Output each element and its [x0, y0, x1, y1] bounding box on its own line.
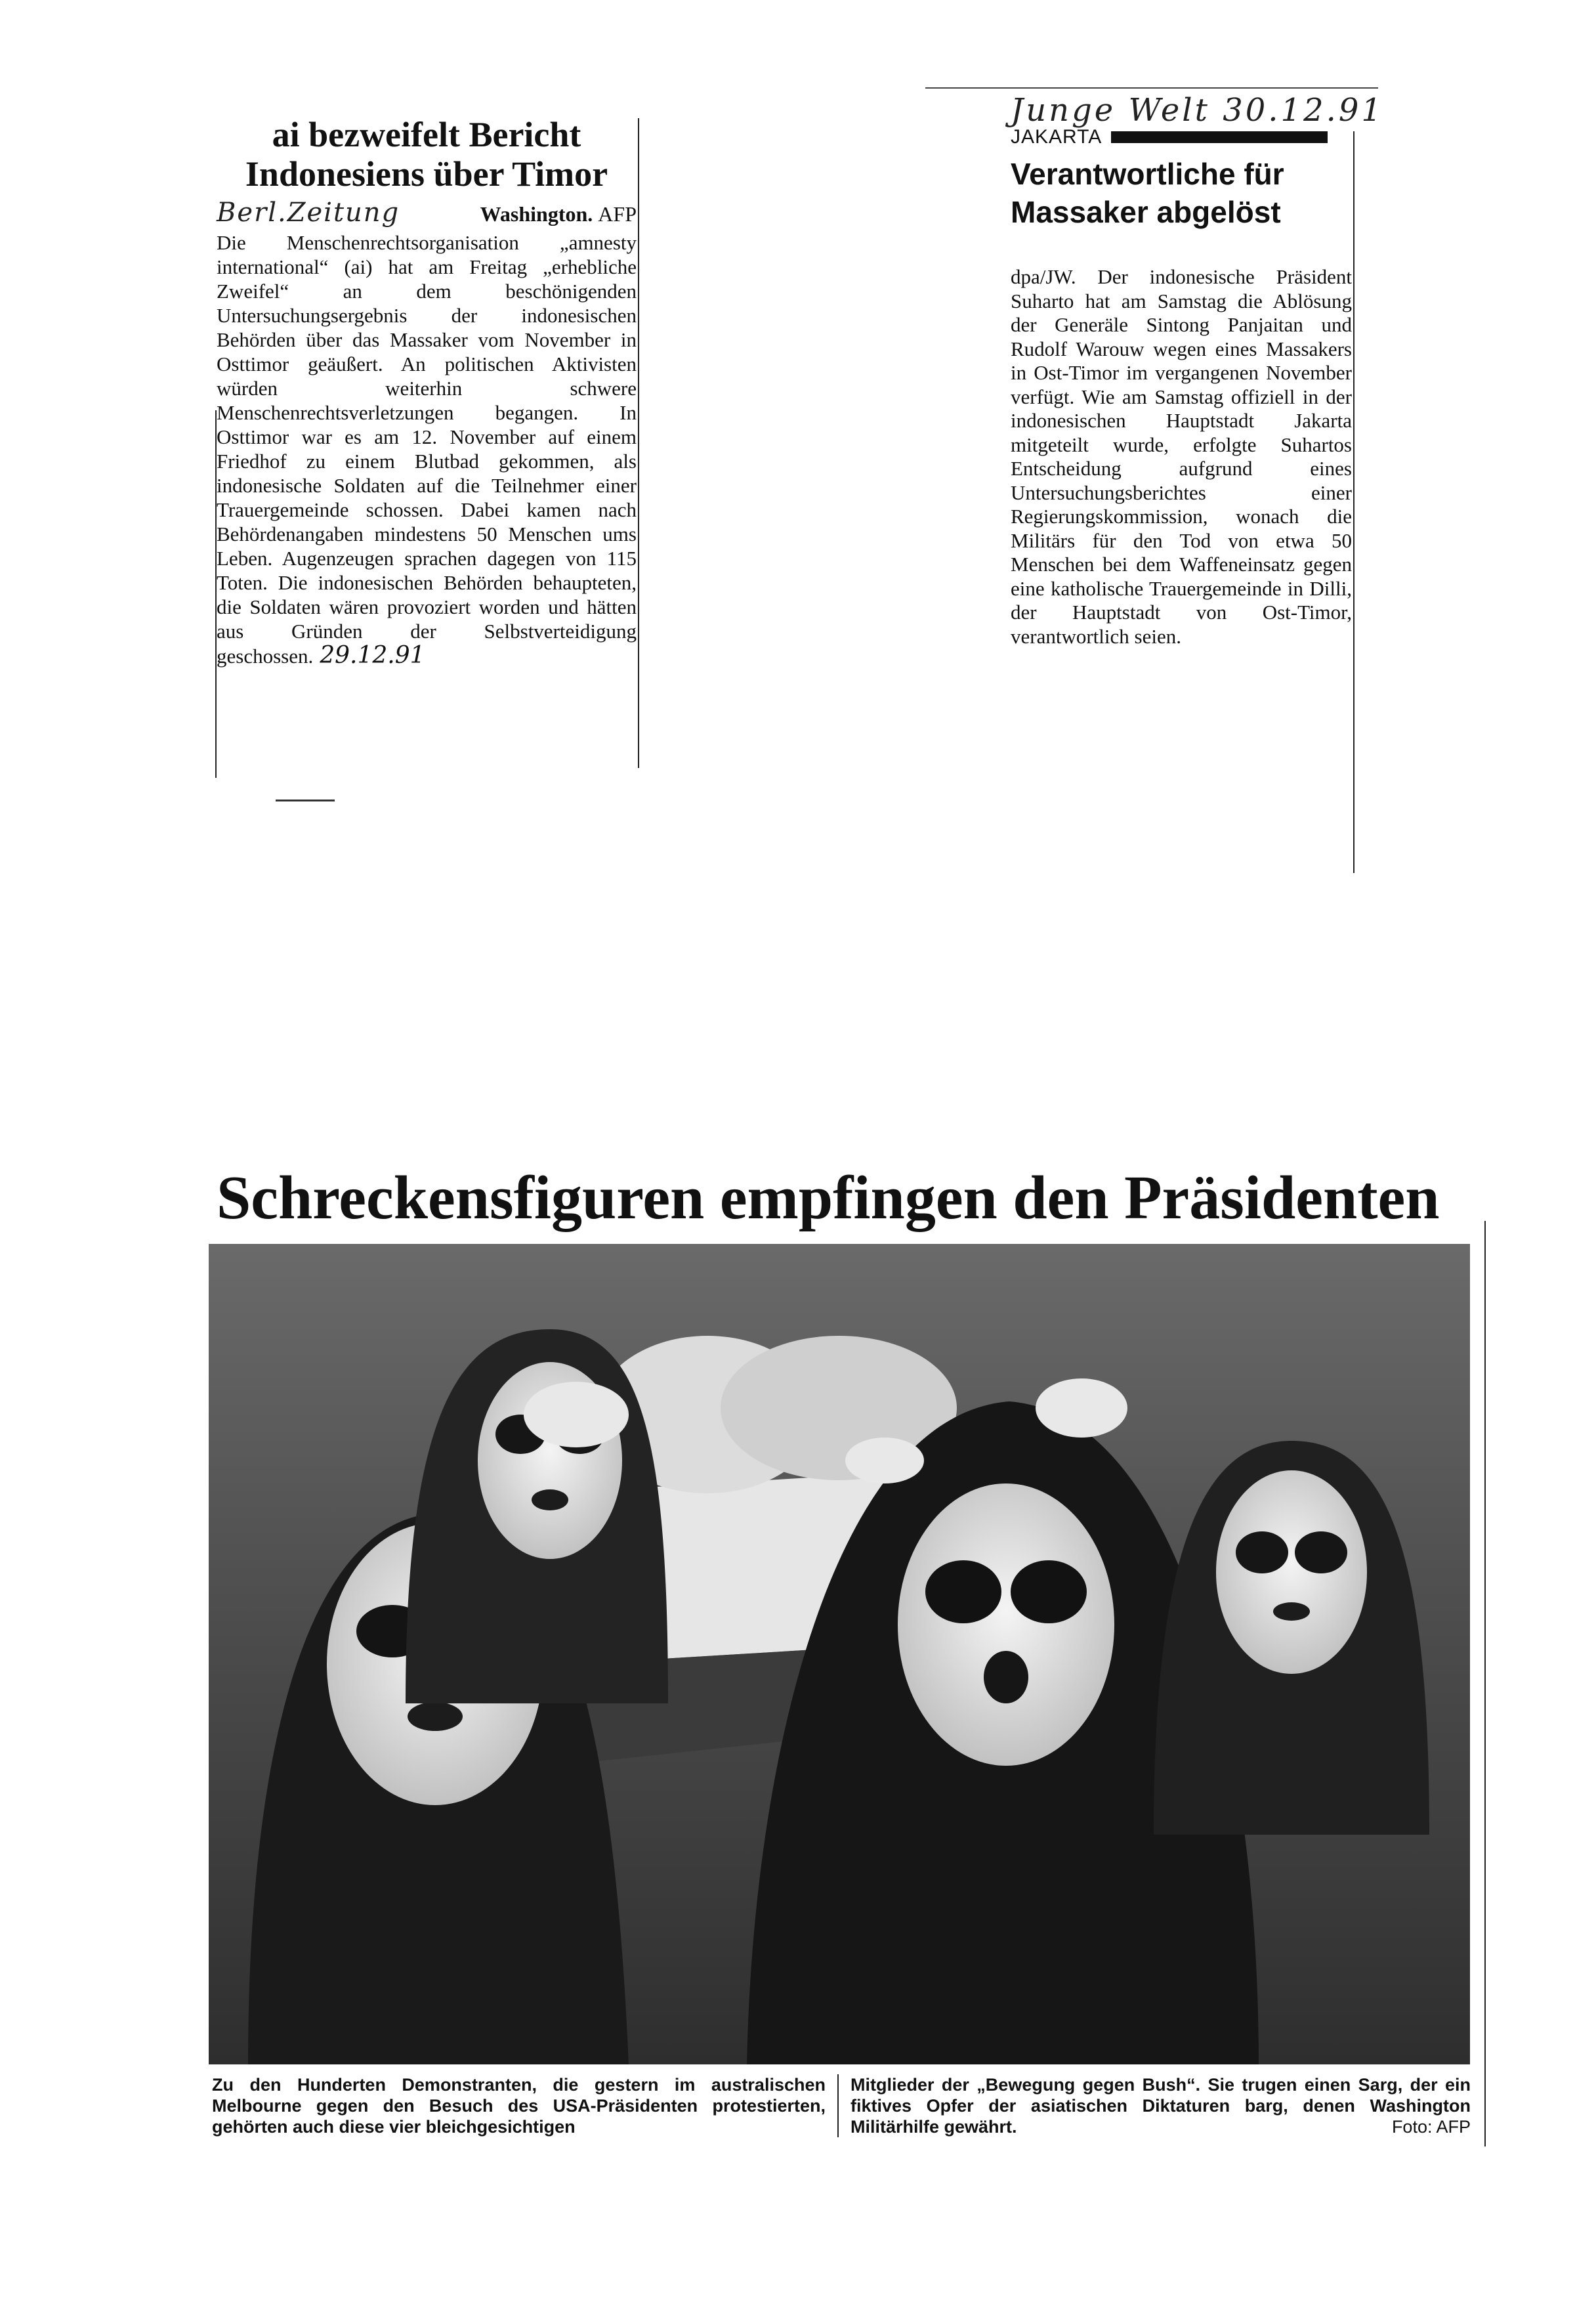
article-body: dpa/JW. Der indonesische Präsident Suharto hat am Samstag die Ablösung der Generäle Sintong Panjaitan und Rudolf Warouw wegen eines Massakers in Ost-Timor im vergangenen November verfügt. Wie am Samstag offiziell in der indonesischen Hauptstadt Jakarta mitgeteilt wurde, erfolgte Suhartos Entscheidung aufgrund eines Untersuchungsberichtes einer Regierungskommission, wonach die Militärs für den Tod von etwa 50 Menschen bei dem Waffeneinsatz gegen eine katholische Trauergemeinde in Dilli, der Hauptstadt von Ost-Timor, verantwortlich seien. — [1011, 265, 1352, 648]
article-body — [217, 230, 637, 668]
dateline-agency: AFP — [598, 202, 637, 226]
clipping-edge-line — [925, 87, 1378, 89]
kicker — [1011, 126, 1352, 148]
caption-text: Mitglieder der „Bewegung gegen Bush“. Sie trugen einen Sarg, der ein fiktives Opfer der asiatischen Diktaturen barg, denen Washington Militärhilfe gewährt. — [850, 2075, 1471, 2137]
hand — [1036, 1378, 1127, 1438]
column-rule — [1484, 1221, 1486, 2146]
column-rule — [1353, 131, 1354, 873]
handwritten-date-note: 29.12.91 — [320, 642, 425, 669]
photo-credit: Foto: AFP — [1391, 2117, 1471, 2137]
article-amnesty — [217, 115, 637, 668]
clipping-edge-line — [276, 800, 335, 801]
photo-illustration — [209, 1244, 1470, 2064]
headline-line: Massaker abgelöst — [1011, 195, 1281, 229]
caption-left-column: Zu den Hunderten Demonstranten, die gestern im australischen Melbourne gegen den Besuch des USA-Präsidenten protestierten, gehörten auch diese vier bleichgesichtigen — [212, 2074, 839, 2137]
article-jakarta — [1011, 92, 1384, 649]
headline-line: Indonesiens über Timor — [245, 154, 608, 194]
kicker-bar — [1111, 131, 1328, 143]
photo-caption — [212, 2074, 1479, 2137]
body-text: Die Menschenrechtsorganisation „amnesty international“ (ai) hat am Freitag „erhebliche Zweifel“ an dem beschönigenden Untersuchungsergebnis der indonesischen Behörden über das Massaker vom November in Osttimor geäußert. An politischen Aktivisten würden weiterhin schwere Menschenrechtsverletzungen begangen. In Osttimor war es am 12. November auf einem Friedhof zu einem Blutbad gekommen, als indonesische Soldaten auf die Teilnehmer einer Trauergemeinde schossen. Dabei kamen nach Behördenangaben mindestens 50 Menschen ums Leben. Augenzeugen sprachen dagegen von 115 Toten. Die indonesischen Behörden behaupteten, die Soldaten wären provoziert worden und hätten aus Gründen der Selbstverteidigung geschossen. — [217, 231, 637, 668]
handwritten-source-note: Junge Welt 30.12.91 — [1011, 92, 1384, 129]
dateline — [480, 202, 637, 226]
article-headline — [1011, 155, 1352, 231]
dateline-row — [217, 198, 637, 228]
kicker-label: JAKARTA — [1011, 126, 1102, 148]
headline-line: Verantwortliche für — [1011, 157, 1284, 191]
caption-right-column — [839, 2074, 1471, 2137]
article-headline — [217, 115, 637, 194]
hand — [845, 1438, 924, 1483]
photo-headline: Schreckensfiguren empfingen den Präsidenten — [217, 1164, 1440, 1232]
headline-line: ai bezweifelt Bericht — [272, 115, 581, 154]
hand — [524, 1382, 629, 1447]
column-rule — [638, 118, 639, 768]
dateline-place: Washington. — [480, 202, 593, 226]
news-photo — [209, 1244, 1470, 2064]
handwritten-source-note: Berl.Zeitung — [217, 198, 400, 228]
